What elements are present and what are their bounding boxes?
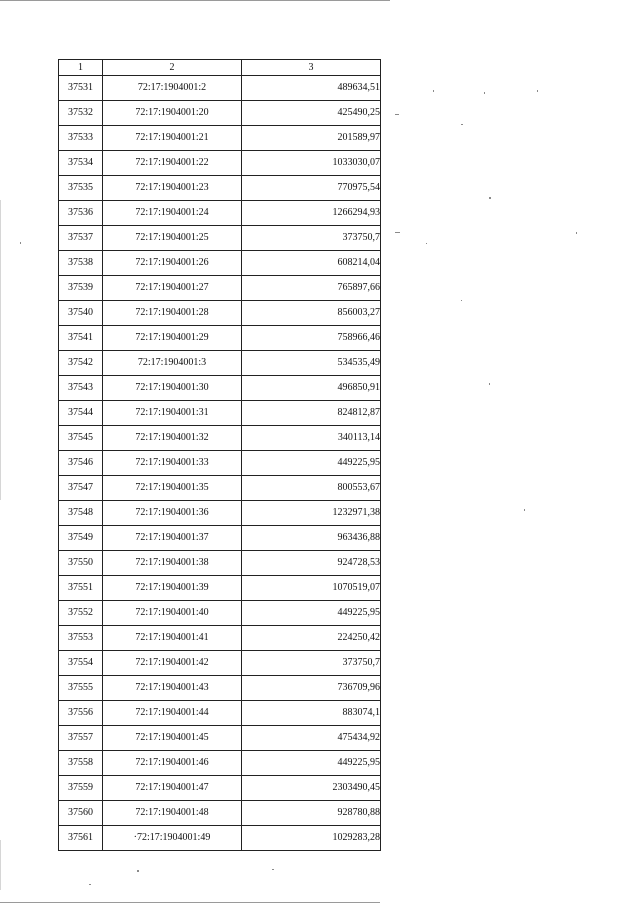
- table-row: [59, 551, 381, 576]
- table-row: [59, 751, 381, 776]
- table-row: [59, 626, 381, 651]
- row-number-cell: 37536: [59, 201, 103, 226]
- scan-top-edge: [0, 0, 390, 1]
- table-row: [59, 701, 381, 726]
- column-header-1: 1: [59, 60, 103, 76]
- table-row: [59, 301, 381, 326]
- cadastral-number-cell: 72:17:1904001:22: [103, 151, 242, 176]
- row-number-cell: 37544: [59, 401, 103, 426]
- row-number-cell: 37547: [59, 476, 103, 501]
- scan-speck: [395, 114, 399, 115]
- row-number-cell: 37553: [59, 626, 103, 651]
- column-header-2: 2: [103, 60, 242, 76]
- row-number-cell: 37549: [59, 526, 103, 551]
- cadastral-value-cell: 800553,67: [242, 476, 381, 501]
- row-number-cell: 37533: [59, 126, 103, 151]
- cadastral-number-cell: 72:17:1904001:45: [103, 726, 242, 751]
- scan-speck: [20, 242, 21, 244]
- cadastral-number-cell: 72:17:1904001:46: [103, 751, 242, 776]
- cadastral-value-cell: 201589,97: [242, 126, 381, 151]
- row-number-cell: 37537: [59, 226, 103, 251]
- cadastral-value-cell: 489634,51: [242, 76, 381, 101]
- cadastral-value-cell: 2303490,45: [242, 776, 381, 801]
- scan-speck: [461, 300, 462, 301]
- cadastral-number-cell: 72:17:1904001:47: [103, 776, 242, 801]
- row-number-cell: 37550: [59, 551, 103, 576]
- scan-speck: [272, 869, 274, 870]
- column-header-3: 3: [242, 60, 381, 76]
- cadastral-value-cell: 475434,92: [242, 726, 381, 751]
- scan-speck: [576, 232, 577, 234]
- cadastral-number-cell: 72:17:1904001:29: [103, 326, 242, 351]
- row-number-cell: 37540: [59, 301, 103, 326]
- scan-speck: [137, 870, 139, 872]
- scan-speck: [489, 197, 491, 199]
- table-row: [59, 501, 381, 526]
- cadastral-value-cell: 1070519,07: [242, 576, 381, 601]
- cadastral-number-cell: 72:17:1904001:28: [103, 301, 242, 326]
- row-number-cell: 37545: [59, 426, 103, 451]
- cadastral-value-cell: 1232971,38: [242, 501, 381, 526]
- cadastral-number-cell: 72:17:1904001:37: [103, 526, 242, 551]
- scan-speck: [484, 92, 485, 94]
- row-number-cell: 37556: [59, 701, 103, 726]
- cadastral-value-cell: 534535,49: [242, 351, 381, 376]
- cadastral-value-cell: 928780,88: [242, 801, 381, 826]
- cadastral-number-cell: 72:17:1904001:2: [103, 76, 242, 101]
- row-number-cell: 37552: [59, 601, 103, 626]
- cadastral-value-cell: 1266294,93: [242, 201, 381, 226]
- table-body: [59, 76, 381, 851]
- table-row: [59, 226, 381, 251]
- scan-speck: [0, 840, 1, 890]
- table-row: [59, 576, 381, 601]
- table-row: [59, 601, 381, 626]
- cadastral-value-table: [58, 59, 381, 851]
- row-number-cell: 37548: [59, 501, 103, 526]
- table-row: [59, 451, 381, 476]
- cadastral-value-cell: 496850,91: [242, 376, 381, 401]
- table-row: [59, 276, 381, 301]
- cadastral-number-cell: 72:17:1904001:31: [103, 401, 242, 426]
- column-number-row: [59, 60, 381, 76]
- cadastral-number-cell: 72:17:1904001:23: [103, 176, 242, 201]
- cadastral-number-cell: 72:17:1904001:33: [103, 451, 242, 476]
- row-number-cell: 37538: [59, 251, 103, 276]
- cadastral-value-cell: 449225,95: [242, 751, 381, 776]
- cadastral-number-cell: 72:17:1904001:36: [103, 501, 242, 526]
- table-row: [59, 126, 381, 151]
- table-row: [59, 726, 381, 751]
- table-row: [59, 101, 381, 126]
- table-row: [59, 76, 381, 101]
- scan-speck: [489, 383, 490, 385]
- cadastral-number-cell: 72:17:1904001:26: [103, 251, 242, 276]
- cadastral-number-cell: 72:17:1904001:27: [103, 276, 242, 301]
- cadastral-value-cell: 758966,46: [242, 326, 381, 351]
- cadastral-number-cell: 72:17:1904001:20: [103, 101, 242, 126]
- row-number-cell: 37546: [59, 451, 103, 476]
- row-number-cell: 37534: [59, 151, 103, 176]
- row-number-cell: 37555: [59, 676, 103, 701]
- cadastral-number-cell: ·72:17:1904001:49: [103, 826, 242, 851]
- table-row: [59, 201, 381, 226]
- cadastral-number-cell: 72:17:1904001:42: [103, 651, 242, 676]
- cadastral-value-cell: 608214,04: [242, 251, 381, 276]
- cadastral-number-cell: 72:17:1904001:21: [103, 126, 242, 151]
- cadastral-number-cell: 72:17:1904001:38: [103, 551, 242, 576]
- scan-speck: [395, 232, 400, 233]
- row-number-cell: 37539: [59, 276, 103, 301]
- table-row: [59, 376, 381, 401]
- scan-bottom-edge: [0, 902, 380, 903]
- cadastral-number-cell: 72:17:1904001:24: [103, 201, 242, 226]
- cadastral-value-cell: 1029283,28: [242, 826, 381, 851]
- cadastral-value-cell: 449225,95: [242, 451, 381, 476]
- row-number-cell: 37535: [59, 176, 103, 201]
- cadastral-value-cell: 963436,88: [242, 526, 381, 551]
- table-row: [59, 151, 381, 176]
- row-number-cell: 37542: [59, 351, 103, 376]
- cadastral-number-cell: 72:17:1904001:35: [103, 476, 242, 501]
- cadastral-value-cell: 883074,1: [242, 701, 381, 726]
- cadastral-number-cell: 72:17:1904001:40: [103, 601, 242, 626]
- scan-speck: [89, 884, 91, 885]
- table-row: [59, 776, 381, 801]
- row-number-cell: 37541: [59, 326, 103, 351]
- table-row: [59, 526, 381, 551]
- cadastral-number-cell: 72:17:1904001:3: [103, 351, 242, 376]
- table-row: [59, 826, 381, 851]
- cadastral-value-cell: 770975,54: [242, 176, 381, 201]
- table-row: [59, 651, 381, 676]
- table-row: [59, 676, 381, 701]
- table-row: [59, 801, 381, 826]
- cadastral-number-cell: 72:17:1904001:30: [103, 376, 242, 401]
- cadastral-value-cell: 924728,53: [242, 551, 381, 576]
- table-row: [59, 326, 381, 351]
- scan-speck: [433, 90, 434, 92]
- table-row: [59, 401, 381, 426]
- cadastral-value-cell: 824812,87: [242, 401, 381, 426]
- cadastral-number-cell: 72:17:1904001:43: [103, 676, 242, 701]
- cadastral-number-cell: 72:17:1904001:48: [103, 801, 242, 826]
- row-number-cell: 37531: [59, 76, 103, 101]
- table-row: [59, 251, 381, 276]
- scan-speck: [537, 90, 538, 92]
- row-number-cell: 37561: [59, 826, 103, 851]
- scan-speck: [0, 200, 1, 500]
- cadastral-value-cell: 765897,66: [242, 276, 381, 301]
- table-row: [59, 476, 381, 501]
- row-number-cell: 37532: [59, 101, 103, 126]
- row-number-cell: 37560: [59, 801, 103, 826]
- row-number-cell: 37551: [59, 576, 103, 601]
- table-row: [59, 351, 381, 376]
- cadastral-value-cell: 340113,14: [242, 426, 381, 451]
- cadastral-value-cell: 856003,27: [242, 301, 381, 326]
- row-number-cell: 37554: [59, 651, 103, 676]
- cadastral-number-cell: 72:17:1904001:39: [103, 576, 242, 601]
- scan-speck: [524, 509, 525, 511]
- cadastral-value-cell: 373750,7: [242, 651, 381, 676]
- table-row: [59, 426, 381, 451]
- cadastral-number-cell: 72:17:1904001:41: [103, 626, 242, 651]
- cadastral-value-cell: 1033030,07: [242, 151, 381, 176]
- cadastral-value-cell: 373750,7: [242, 226, 381, 251]
- cadastral-value-cell: 224250,42: [242, 626, 381, 651]
- cadastral-number-cell: 72:17:1904001:44: [103, 701, 242, 726]
- row-number-cell: 37543: [59, 376, 103, 401]
- cadastral-number-cell: 72:17:1904001:32: [103, 426, 242, 451]
- cadastral-number-cell: 72:17:1904001:25: [103, 226, 242, 251]
- scan-speck: [426, 243, 427, 244]
- row-number-cell: 37558: [59, 751, 103, 776]
- scan-speck: [461, 124, 463, 125]
- cadastral-value-cell: 449225,95: [242, 601, 381, 626]
- row-number-cell: 37557: [59, 726, 103, 751]
- row-number-cell: 37559: [59, 776, 103, 801]
- cadastral-value-cell: 425490,25: [242, 101, 381, 126]
- cadastral-value-cell: 736709,96: [242, 676, 381, 701]
- table-row: [59, 176, 381, 201]
